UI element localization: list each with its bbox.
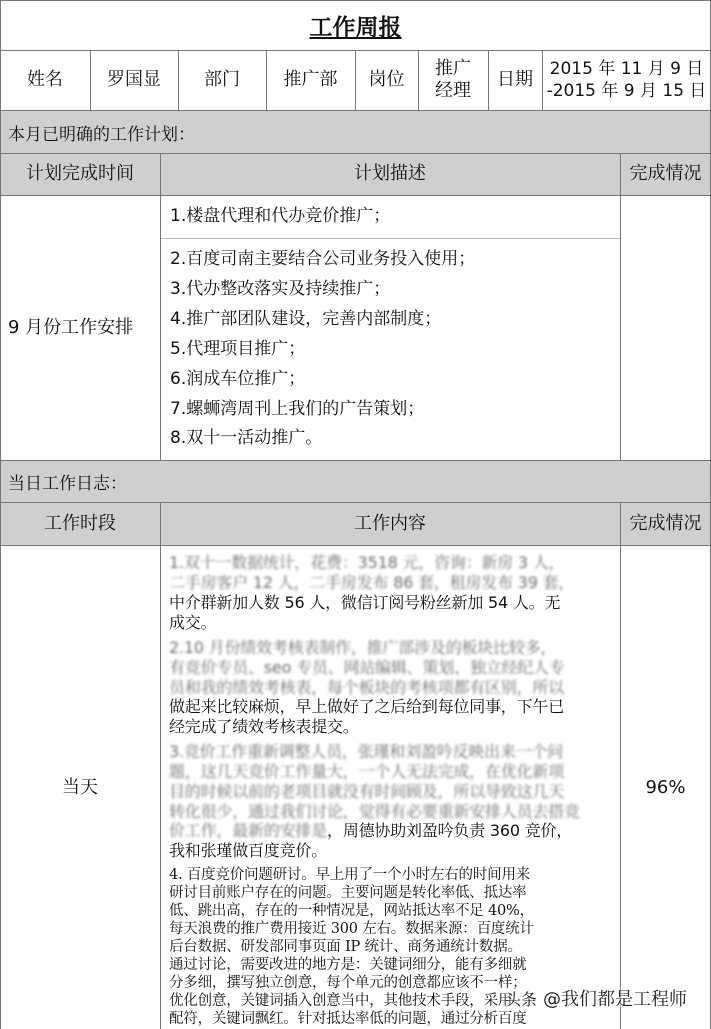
plan-item: 1.楼盘代理和代办竞价推广； bbox=[170, 206, 391, 226]
watermark bbox=[505, 985, 687, 1011]
log-paragraph-4-line: 4. 百度竞价问题研讨。早上用了一个小时左右的时间用来 bbox=[169, 867, 531, 883]
date-value bbox=[542, 50, 711, 110]
position-value-line1: 推广 bbox=[435, 58, 471, 79]
plan-header-time: 计划完成时间 bbox=[0, 153, 160, 195]
plan-header-status: 完成情况 bbox=[620, 153, 711, 195]
name-value: 罗国显 bbox=[107, 69, 161, 90]
position-label: 岗位 bbox=[368, 69, 405, 90]
log-paragraph-3-line: 题，这几天竞价工作量大，一个人无法完成，在优化新项 bbox=[169, 762, 565, 781]
plan-item: 2.百度司南主要结合公司业务投入使用； bbox=[170, 249, 476, 269]
table-border bbox=[160, 502, 161, 1029]
date-value-line2: -2015 年 9 月 15 日 bbox=[546, 81, 707, 101]
plan-item: 5.代理项目推广； bbox=[170, 339, 306, 359]
table-border bbox=[266, 50, 267, 110]
plan-item: 7.螺蛳湾周刊上我们的广告策划； bbox=[170, 399, 425, 419]
log-paragraph-3-line: 目的时候以前的老项目就没有时间顾及，所以导致这几天 bbox=[169, 782, 565, 801]
dept-label: 部门 bbox=[204, 69, 240, 90]
log-paragraph-2-line: 有竞价专员、seo 专员、网站编辑、策划、独立经纪人专 bbox=[169, 658, 565, 677]
dept-value: 推广部 bbox=[283, 69, 338, 90]
table-border bbox=[0, 110, 711, 111]
table-border bbox=[0, 460, 711, 461]
log-paragraph-3-line: 我和张瑾做百度竞价。 bbox=[169, 841, 328, 860]
log-paragraph-3-clear-part: ，周德协助刘盈吟负责 360 竞价， bbox=[327, 821, 573, 840]
report-title: 工作周报 bbox=[309, 14, 402, 41]
table-border bbox=[160, 238, 620, 239]
log-paragraph-4-line: 分多细，撰写独立创意，每个单元的创意都应该不一样； bbox=[169, 975, 527, 991]
log-header-time: 工作时段 bbox=[0, 502, 160, 545]
log-paragraph-3-blurred-part: 价工作，最新的安排是 bbox=[169, 821, 328, 840]
log-paragraph-1-line: 成交。 bbox=[169, 613, 217, 632]
log-paragraph-2-line: 2.10 月份绩效考核表制作，推广部涉及的板块比较多， bbox=[169, 638, 557, 657]
date-label: 日期 bbox=[497, 69, 533, 90]
name-label: 姓名 bbox=[27, 69, 63, 90]
log-paragraph-4-line: 后台数据、研发部同事页面 IP 统计、商务通统计数据。 bbox=[169, 939, 522, 955]
log-paragraph-2-line: 员和我的绩效考核表，每个板块的考核项都有区别，所以 bbox=[169, 678, 565, 697]
log-paragraph-4-line: 通过讨论，需要改进的地方是：关键词细分，能有多细就 bbox=[169, 957, 527, 973]
table-border bbox=[418, 50, 419, 110]
log-paragraph-2-line: 做起来比较麻烦，早上做好了之后给到每位同事，下午已 bbox=[169, 697, 565, 716]
plan-status bbox=[620, 196, 711, 460]
log-paragraph-4-line: 优化创意，关键词插入创意当中，其他技术手段，采用 bbox=[169, 993, 513, 1009]
log-status: 96% bbox=[645, 776, 686, 798]
table-border bbox=[620, 153, 621, 460]
plan-header-desc: 计划描述 bbox=[160, 153, 620, 195]
table-border bbox=[0, 153, 711, 154]
log-paragraph-1-line: 中介群新加人数 56 人，微信订阅号粉丝新加 54 人。无 bbox=[169, 593, 561, 612]
table-border bbox=[0, 0, 711, 1]
log-section-label: 当日工作日志： bbox=[0, 460, 711, 502]
table-border bbox=[0, 502, 711, 503]
toutiao-logo-icon: 头条 bbox=[505, 989, 538, 1009]
log-paragraph-4-line: 研讨目前账户存在的问题。主要问题是转化率低、抵达率 bbox=[169, 885, 527, 901]
plan-item: 6.润成车位推广； bbox=[170, 369, 306, 389]
table-border bbox=[178, 50, 179, 110]
position-value-line2: 经理 bbox=[435, 80, 471, 101]
plan-item: 8.双十一活动推广。 bbox=[170, 428, 323, 448]
log-paragraph-3-line: 转化很少，通过我们讨论，觉得有必要重新安排人员去搭竞 bbox=[169, 802, 580, 821]
log-period: 当天 bbox=[62, 776, 98, 798]
log-paragraph-2-line: 经完成了绩效考核表提交。 bbox=[169, 717, 359, 736]
table-border bbox=[620, 502, 621, 1029]
log-header-content: 工作内容 bbox=[160, 502, 620, 545]
plan-item: 4.推广部团队建设，完善内部制度； bbox=[170, 309, 442, 329]
table-border bbox=[355, 50, 356, 110]
log-paragraph-4-line: 每天浪费的推广费用接近 300 左右。数据来源：百度统计 bbox=[169, 921, 534, 937]
log-paragraph-4-line: 低、跳出高，存在的一种情况是，网站抵达率不足 40%， bbox=[169, 903, 534, 919]
log-paragraph-4-line: 配符，关键词飘红。针对抵达率低的问题，通过分析百度 bbox=[169, 1011, 527, 1027]
table-border bbox=[90, 50, 91, 110]
log-paragraph-3-line bbox=[169, 821, 615, 841]
date-value-line1: 2015 年 11 月 9 日 bbox=[549, 59, 704, 79]
plan-item: 3.代办整改落实及持续推广； bbox=[170, 279, 391, 299]
log-paragraph-1-line: 二手房客户 12 人，二手房发布 86 套，租房发布 39 套， bbox=[169, 573, 575, 592]
plan-section-label: 本月已明确的工作计划： bbox=[0, 111, 711, 153]
table-border bbox=[0, 545, 711, 546]
table-border bbox=[160, 153, 161, 460]
log-paragraph-1-line: 1.双十一数据统计，花费：3518 元，咨询：新房 3 人， bbox=[169, 553, 565, 572]
log-header-status: 完成情况 bbox=[620, 502, 711, 545]
position-value bbox=[418, 50, 488, 110]
table-border bbox=[0, 195, 711, 196]
table-border bbox=[488, 50, 489, 110]
log-paragraph-3-line: 3.竞价工作重新调整人员，张瑾和刘盈吟反映出来一个问 bbox=[169, 742, 564, 761]
table-border bbox=[542, 50, 543, 110]
table-border bbox=[0, 0, 1, 1029]
watermark-text: @我们都是工程师 bbox=[543, 989, 688, 1010]
plan-period: 9 月份工作安排 bbox=[8, 317, 134, 338]
